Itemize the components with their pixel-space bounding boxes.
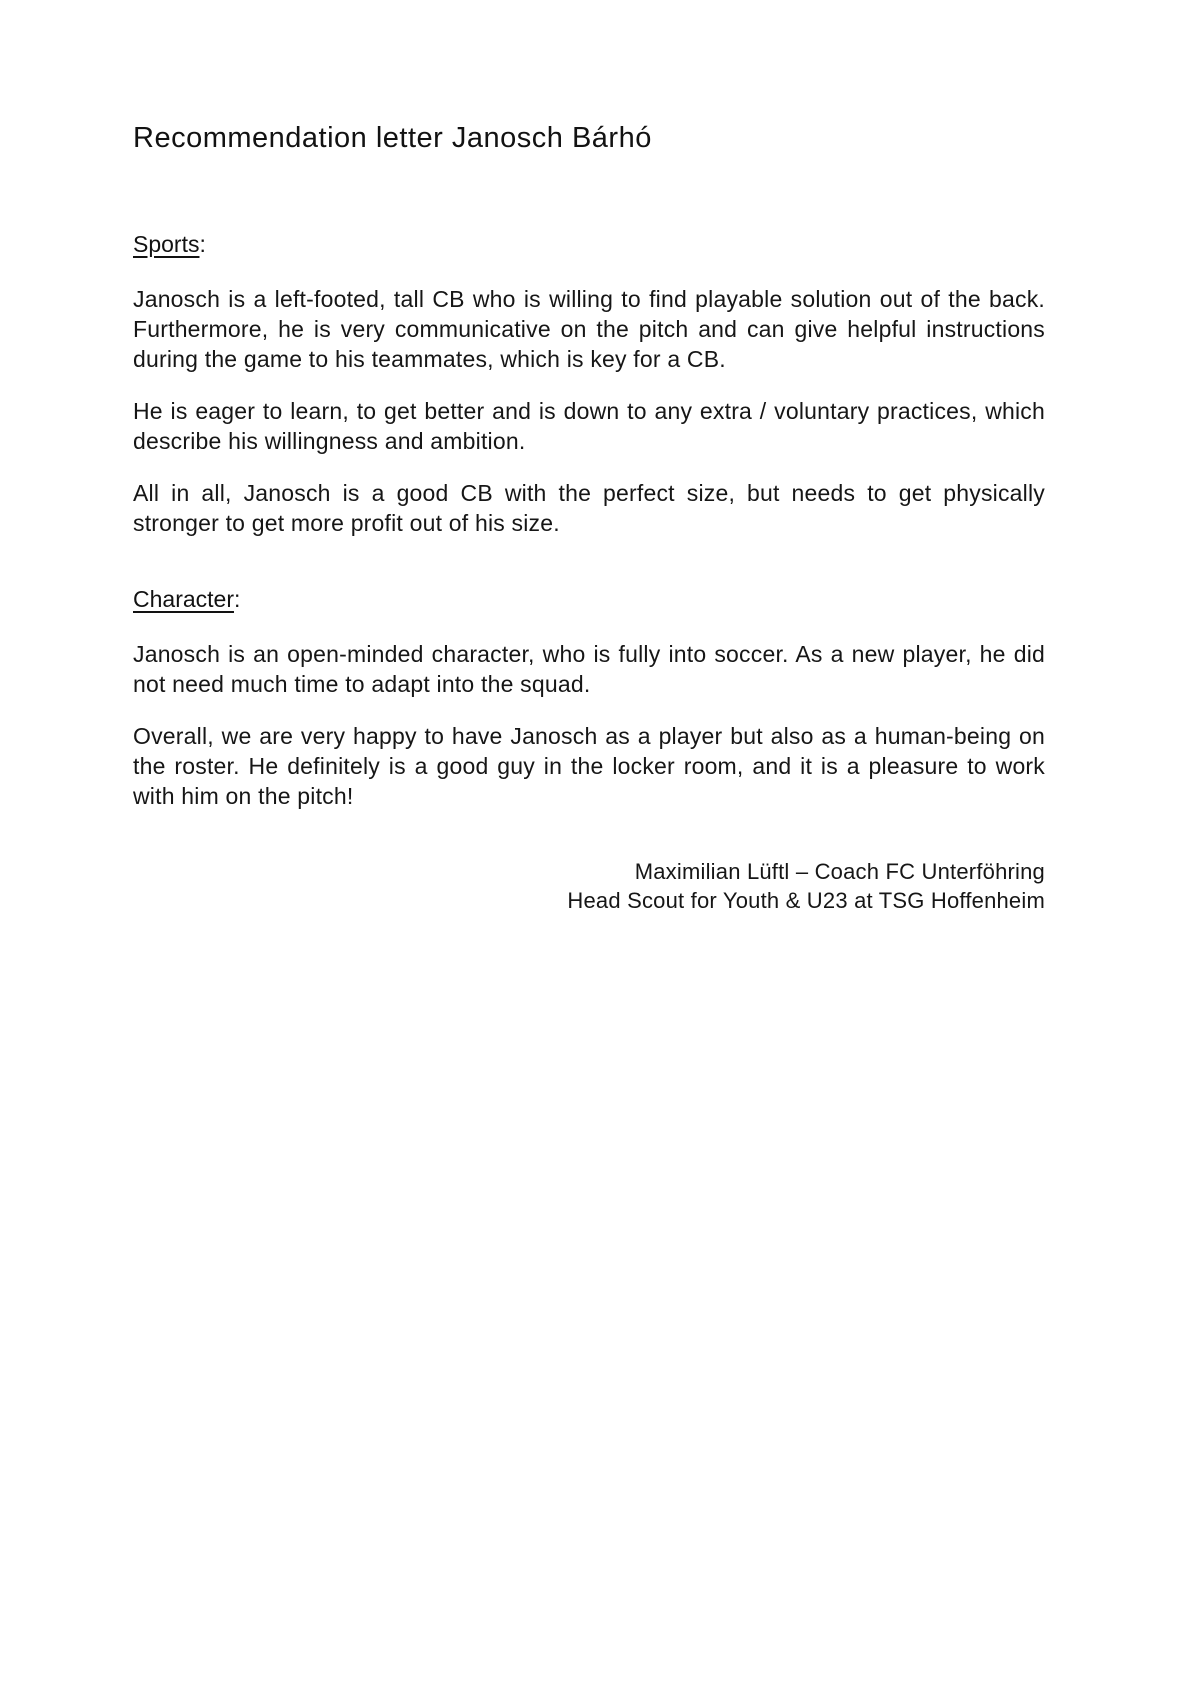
section-heading-character xyxy=(133,586,1045,613)
section-heading-sports xyxy=(133,231,1045,258)
signature-line-2: Head Scout for Youth & U23 at TSG Hoffenheim xyxy=(567,888,1045,913)
paragraph-sports-3: All in all, Janosch is a good CB with the perfect size, but needs to get physically stronger to get more profit out of his size. xyxy=(133,480,1045,536)
section-character xyxy=(133,586,1045,811)
paragraph-character-1: Janosch is an open-minded character, who is fully into soccer. As a new player, he did not need much time to adapt into the squad. xyxy=(133,641,1045,697)
section-heading-character-colon: : xyxy=(233,586,241,612)
section-sports xyxy=(133,231,1045,538)
section-heading-character-label: Character xyxy=(133,586,234,612)
section-heading-sports-colon: : xyxy=(199,231,206,257)
document-title: Recommendation letter Janosch Bárhó xyxy=(133,122,652,154)
paragraph-sports-1: Janosch is a left-footed, tall CB who is willing to find playable solution out of the back. Furthermore, he is very communicative on the pitch and can give helpful instructions during the game to his teammates, which is key for a CB. xyxy=(133,286,1045,372)
signature-line-1: Maximilian Lüftl – Coach FC Unterföhring xyxy=(634,859,1045,884)
signature-block xyxy=(133,857,1045,915)
section-heading-sports-label: Sports xyxy=(133,231,200,257)
paragraph-sports-2: He is eager to learn, to get better and is down to any extra / voluntary practices, which describe his willingness and ambition. xyxy=(133,398,1045,454)
paragraph-character-2: Overall, we are very happy to have Janosch as a player but also as a human-being on the roster. He definitely is a good guy in the locker room, and it is a pleasure to work with him on the pitch! xyxy=(133,723,1045,809)
